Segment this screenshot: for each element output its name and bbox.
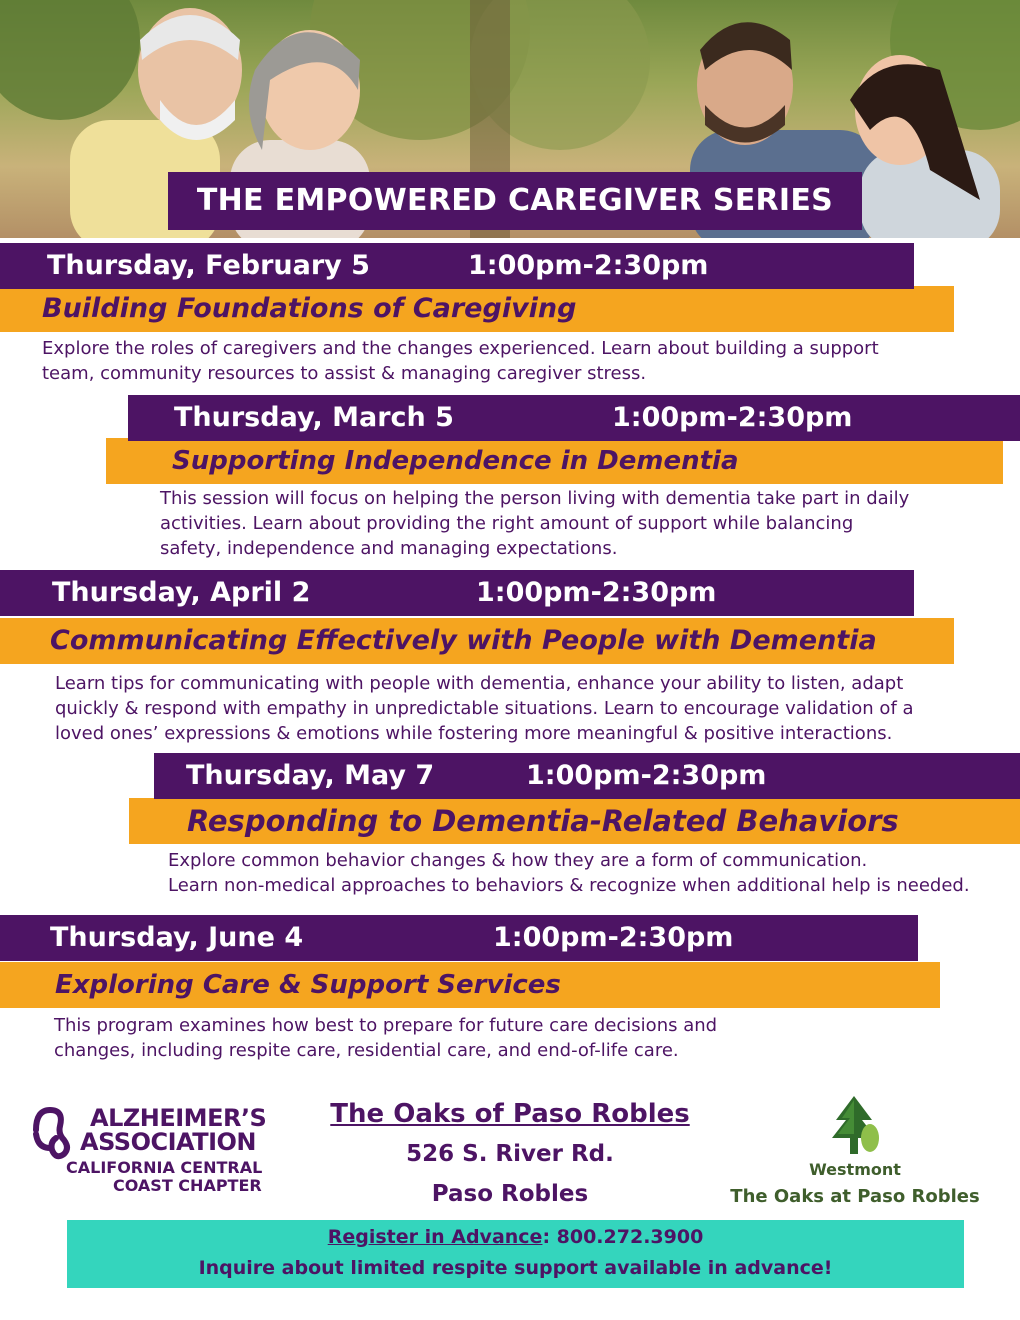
session-title: Communicating Effectively with People with Dementia xyxy=(50,625,877,656)
session-time: 1:00pm-2:30pm xyxy=(526,760,767,791)
westmont-subtitle: The Oaks at Paso Robles xyxy=(730,1186,980,1207)
alzheimers-chapter-line2: COAST CHAPTER xyxy=(113,1176,262,1195)
session-title: Building Foundations of Caregiving xyxy=(42,293,577,324)
session-description xyxy=(42,336,879,386)
session-time: 1:00pm-2:30pm xyxy=(476,577,717,608)
westmont-logo xyxy=(730,1094,980,1214)
session-date-bar xyxy=(0,570,914,616)
registration-line xyxy=(67,1223,964,1251)
description-line: loved ones’ expressions & emotions while fostering more meaningful & positive interactions. xyxy=(55,723,893,744)
session-title-bar xyxy=(129,798,1020,844)
session-title-bar xyxy=(0,618,954,664)
description-line: team, community resources to assist & managing caregiver stress. xyxy=(42,363,647,384)
register-link[interactable]: Register in Advance xyxy=(327,1226,543,1248)
session-title-bar xyxy=(0,962,940,1008)
session-time: 1:00pm-2:30pm xyxy=(493,922,734,953)
description-line: safety, independence and managing expectations. xyxy=(160,538,618,559)
session-date-bar xyxy=(128,395,1020,441)
description-line: This program examines how best to prepare for future care decisions and xyxy=(54,1015,718,1036)
description-line: Explore common behavior changes & how they are a form of communication. xyxy=(168,850,868,871)
session-title-bar xyxy=(106,438,1003,484)
description-line: Learn tips for communicating with people with dementia, enhance your ability to listen, adapt xyxy=(55,673,904,694)
session-title: Responding to Dementia-Related Behaviors xyxy=(187,804,899,838)
session-description xyxy=(55,671,914,746)
session-time: 1:00pm-2:30pm xyxy=(468,250,709,281)
session-title: Supporting Independence in Dementia xyxy=(172,446,739,476)
description-line: This session will focus on helping the person living with dementia take part in daily xyxy=(160,488,910,509)
tree-icon xyxy=(830,1094,880,1156)
hero-photo xyxy=(0,0,1020,238)
venue-name: The Oaks of Paso Robles xyxy=(330,1099,690,1129)
session-time: 1:00pm-2:30pm xyxy=(612,402,853,433)
venue-info xyxy=(300,1094,720,1214)
alzheimers-association-logo xyxy=(30,1104,290,1200)
session-date: Thursday, June 4 xyxy=(50,922,304,953)
description-line: activities. Learn about providing the right amount of support while balancing xyxy=(160,513,854,534)
description-line: changes, including respite care, residential care, and end-of-life care. xyxy=(54,1040,679,1061)
session-description xyxy=(168,848,970,898)
alzheimers-name-line1: ALZHEIMER’S xyxy=(90,1104,267,1132)
respite-note: Inquire about limited respite support available in advance! xyxy=(198,1257,833,1279)
westmont-name: Westmont xyxy=(809,1160,901,1179)
alzheimers-name-line2: ASSOCIATION xyxy=(80,1128,257,1156)
description-line: quickly & respond with empathy in unpredictable situations. Learn to encourage validation of a xyxy=(55,698,914,719)
session-title: Exploring Care & Support Services xyxy=(55,970,561,1000)
session-date: Thursday, February 5 xyxy=(47,250,370,281)
description-line: Explore the roles of caregivers and the changes experienced. Learn about building a support xyxy=(42,338,879,359)
alzheimers-chapter-line1: CALIFORNIA CENTRAL xyxy=(66,1158,263,1177)
registration-banner xyxy=(67,1220,964,1288)
register-phone: : 800.272.3900 xyxy=(542,1226,704,1248)
session-title-bar xyxy=(0,286,954,332)
session-date-bar xyxy=(0,915,918,961)
session-date: Thursday, March 5 xyxy=(174,402,454,433)
description-line: Learn non-medical approaches to behaviors & recognize when additional help is needed. xyxy=(168,875,970,896)
session-date: Thursday, May 7 xyxy=(186,760,435,791)
session-date-bar xyxy=(0,243,914,289)
venue-city: Paso Robles xyxy=(431,1181,589,1207)
session-description xyxy=(54,1013,717,1063)
session-description xyxy=(160,486,909,561)
series-title: THE EMPOWERED CAREGIVER SERIES xyxy=(168,172,862,230)
venue-address: 526 S. River Rd. xyxy=(406,1141,614,1167)
session-date-bar xyxy=(154,753,1020,799)
session-date: Thursday, April 2 xyxy=(52,577,311,608)
